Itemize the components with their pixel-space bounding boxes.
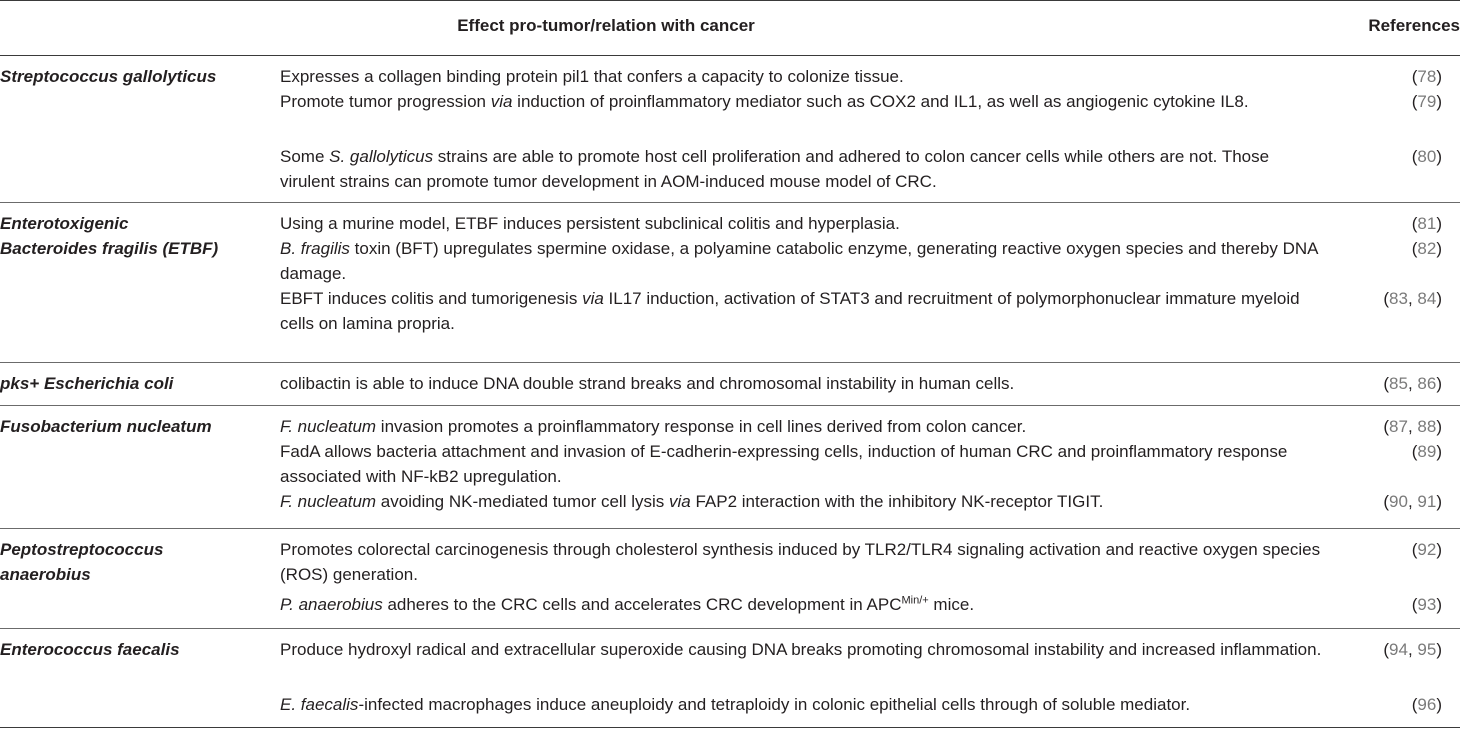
bacterium-name: Peptostreptococcus anaerobius: [0, 540, 164, 584]
table-row: EBFT induces colitis and tumorigenesis via IL17 induction, activation of STAT3 and recruitment of polymorphonuclear immature myeloid cells on lamina propria. (83, 84): [280, 286, 1460, 341]
bacterium-group: [0, 629, 1460, 728]
table-header: [0, 0, 1460, 56]
reference-link[interactable]: (89): [1411, 442, 1442, 461]
table-row: Produce hydroxyl radical and extracellular superoxide causing DNA breaks promoting chromosomal instability and increased inflammation. (94, 95): [280, 637, 1460, 692]
header-effect: Effect pro-tumor/relation with cancer: [457, 16, 755, 35]
reference-link[interactable]: (81): [1411, 214, 1442, 233]
bacterium-name: pks+ Escherichia coli: [0, 374, 174, 393]
bacterium-group: [0, 56, 1460, 203]
bacterium-group: [0, 406, 1460, 529]
table-row: E. faecalis-infected macrophages induce aneuploidy and tetraploidy in colonic epithelial cells through of soluble mediator. (96): [280, 692, 1460, 717]
reference-link[interactable]: (79): [1411, 92, 1442, 111]
table-row: FadA allows bacteria attachment and invasion of E-cadherin-expressing cells, induction of human CRC and proinflammatory response associated with NF-kB2 upregulation. (89): [280, 439, 1460, 489]
reference-link[interactable]: (90, 91): [1383, 492, 1442, 511]
bacterium-name: Enterotoxigenic Bacteroides fragilis (ETBF): [0, 214, 219, 258]
table-row: F. nucleatum avoiding NK-mediated tumor cell lysis via FAP2 interaction with the inhibitory NK-receptor TIGIT. (90, 91): [280, 489, 1460, 514]
reference-link[interactable]: (93): [1411, 595, 1442, 614]
bacterium-group: [0, 529, 1460, 629]
table-row: Promotes colorectal carcinogenesis through cholesterol synthesis induced by TLR2/TLR4 signaling activation and reactive oxygen species (ROS) generation. (92): [280, 537, 1460, 592]
reference-link[interactable]: (80): [1411, 147, 1442, 166]
reference-link[interactable]: (92): [1411, 540, 1442, 559]
reference-link[interactable]: (82): [1411, 239, 1442, 258]
reference-link[interactable]: (87, 88): [1383, 417, 1442, 436]
header-references: References: [1368, 16, 1460, 35]
bacterium-group: [0, 363, 1460, 406]
reference-link[interactable]: (96): [1411, 695, 1442, 714]
bacterium-group: [0, 203, 1460, 363]
reference-link[interactable]: (85, 86): [1383, 374, 1442, 393]
table-row: Expresses a collagen binding protein pil1 that confers a capacity to colonize tissue. (78): [280, 64, 1460, 89]
bacterium-name: Streptococcus gallolyticus: [0, 67, 217, 86]
bacterium-name: Fusobacterium nucleatum: [0, 417, 212, 436]
table-row: P. anaerobius adheres to the CRC cells and accelerates CRC development in $APC^{Min/+}$ mice. (93): [280, 592, 1460, 617]
table-row: colibactin is able to induce DNA double strand breaks and chromosomal instability in human cells. (85, 86): [280, 371, 1460, 396]
table-row: Promote tumor progression via induction of proinflammatory mediator such as COX2 and IL1, as well as angiogenic cytokine IL8. (79): [280, 89, 1460, 144]
reference-link[interactable]: (78): [1411, 67, 1442, 86]
bacterium-name: Enterococcus faecalis: [0, 640, 180, 659]
reference-link[interactable]: (83, 84): [1383, 289, 1442, 308]
table-row: Using a murine model, ETBF induces persistent subclinical colitis and hyperplasia. (81): [280, 211, 1460, 236]
table-row: F. nucleatum invasion promotes a proinflammatory response in cell lines derived from colon cancer. (87, 88): [280, 414, 1460, 439]
table-row: Some S. gallolyticus strains are able to promote host cell proliferation and adhered to colon cancer cells while others are not. Those virulent strains can promote tumor development in AOM-induced mouse model of CRC. (80): [280, 144, 1460, 199]
table-row: B. fragilis toxin (BFT) upregulates spermine oxidase, a polyamine catabolic enzyme, generating reactive oxygen species and thereby DNA damage. (82): [280, 236, 1460, 286]
reference-link[interactable]: (94, 95): [1383, 640, 1442, 659]
